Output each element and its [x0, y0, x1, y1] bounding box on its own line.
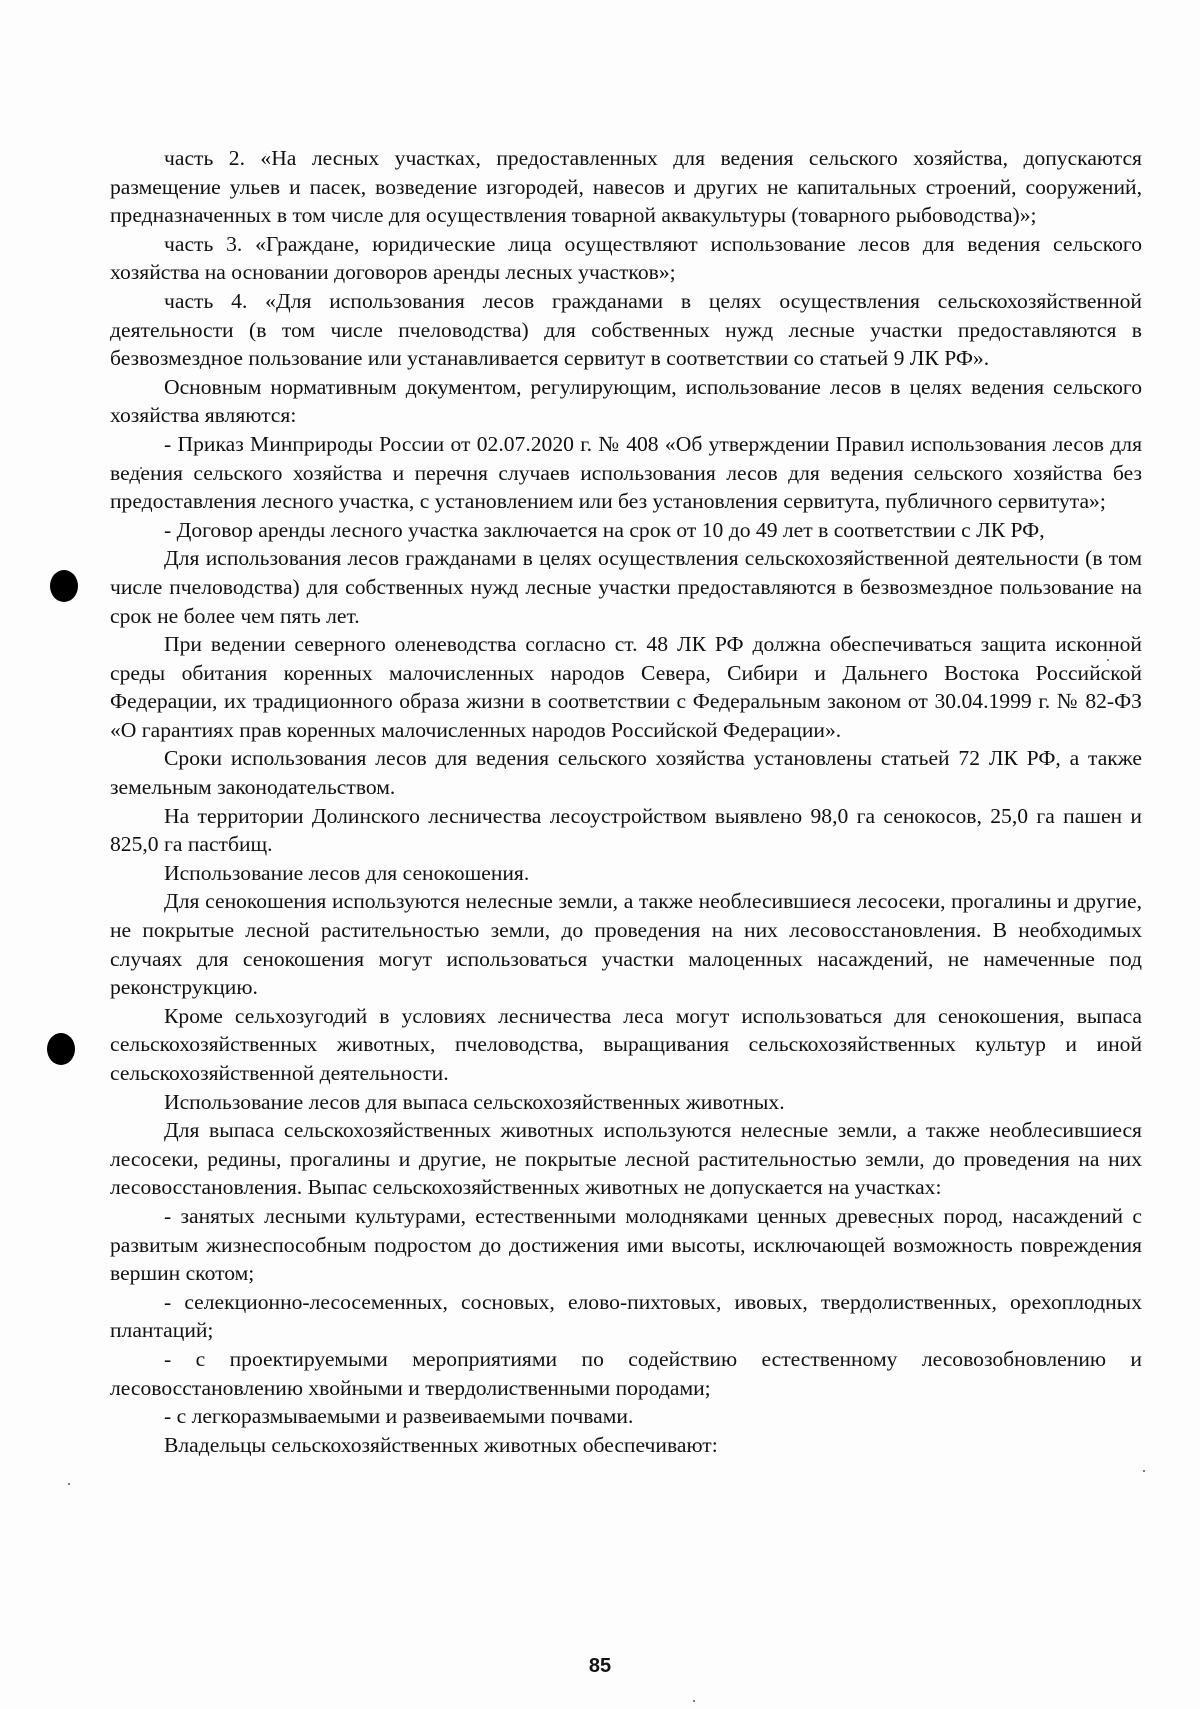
paragraph: Для использования лесов гражданами в целях осуществления сельскохозяйственной деятельности (в том числе пчеловодства) для собственных нужд лесные участки предоставляются в безвозмездное пользование на срок не более чем пять лет. [110, 546, 1142, 628]
scan-speck [693, 1700, 695, 1702]
paragraph: На территории Долинского лесничества лесоустройством выявлено 98,0 га сенокосов, 25,0 га пашен и 825,0 га пастбищ. [110, 803, 1142, 857]
paragraph: - с проектируемыми мероприятиями по содействию естественному лесовозобновлению и лесовосстановлению хвойными и твердолиственными породами; [110, 1346, 1142, 1400]
body-text [110, 144, 1142, 1459]
scan-speck [68, 1483, 70, 1485]
paragraph: Использование лесов для сенокошения. [164, 860, 530, 885]
paragraph: Основным нормативным документом, регулирующим, использование лесов в целях ведения сельского хозяйства являются: [110, 374, 1142, 428]
paragraph: - занятых лесными культурами, естественными молодняками ценных древесных пород, насаждений с развитым жизнеспособным подростом до достижения ими высоты, исключающей возможность повреждения вершин скотом; [110, 1203, 1142, 1286]
paragraph: Владельцы сельскохозяйственных животных обеспечивают: [164, 1432, 718, 1457]
paragraph: часть 2. «На лесных участках, предоставленных для ведения сельского хозяйства, допускаются размещение ульев и пасек, возведение изгородей, навесов и других не капитальных строений, сооружений, предназначенных в том числе для осуществления товарной аквакультуры (товарного рыбоводства)»; [110, 146, 1142, 228]
paragraph: Использование лесов для выпаса сельскохозяйственных животных. [164, 1089, 785, 1114]
paragraph: - Договор аренды лесного участка заключается на срок от 10 до 49 лет в соответствии с ЛК РФ, [164, 517, 1045, 542]
page-number: 85 [588, 1655, 612, 1677]
paragraph: часть 4. «Для использования лесов гражданами в целях осуществления сельскохозяйственной деятельности (в том числе пчеловодства) для собственных нужд лесные участки предоставляются в безвозмездное пользование или устанавливается сервитут в соответствии со статьей 9 ЛК РФ». [110, 288, 1142, 371]
paragraph: часть 3. «Граждане, юридические лица осуществляют использование лесов для ведения сельского хозяйства на основании договоров аренды лесных участков»; [110, 231, 1142, 285]
punch-hole-mark [50, 570, 78, 602]
paragraph: - селекционно-лесосеменных, сосновых, елово-пихтовых, ивовых, твердолиственных, орехоплодных плантаций; [110, 1289, 1142, 1343]
punch-hole-mark [47, 1033, 75, 1065]
scan-speck [1143, 1470, 1145, 1472]
paragraph: При ведении северного оленеводства согласно ст. 48 ЛК РФ должна обеспечиваться защита исконной среды обитания коренных малочисленных народов Севера, Сибири и Дальнего Востока Российской Федерации, их традиционного образа жизни в соответствии с Федеральным законом от 30.04.1999 г. № 82-ФЗ «О гарантиях прав коренных малочисленных народов Российской Федерации». [110, 632, 1142, 742]
paragraph: Кроме сельхозугодий в условиях лесничества леса могут использоваться для сенокошения, выпаса сельскохозяйственных животных, пчеловодства, выращивания сельскохозяйственных культур и иной сельскохозяйственной деятельности. [110, 1003, 1142, 1085]
paragraph: - Приказ Минприроды России от 02.07.2020 г. № 408 «Об утверждении Правил использования лесов для ведения сельского хозяйства и перечня случаев использования лесов для ведения сельского хозяйства без предоставления лесного участка, с установлением или без установления сервитута, публичного сервитута»; [110, 431, 1142, 514]
paragraph: - с легкоразмываемыми и развеиваемыми почвами. [164, 1404, 634, 1429]
paragraph: Для сенокошения используются нелесные земли, а также необлесившиеся лесосеки, прогалины и другие, не покрытые лесной растительностью земли, до проведения на них лесовосстановления. В необходимых случаях для сенокошения могут использоваться участки малоценных насаждений, не намеченные под реконструкцию. [110, 889, 1142, 1000]
paragraph: Для выпаса сельскохозяйственных животных используются нелесные земли, а также необлесившиеся лесосеки, редины, прогалины и другие, не покрытые лесной растительностью земли, до проведения на них лесовосстановления. Выпас сельскохозяйственных животных не допускается на участках: [110, 1118, 1142, 1200]
paragraph: Сроки использования лесов для ведения сельского хозяйства установлены статьей 72 ЛК РФ, а также земельным законодательством. [110, 746, 1142, 800]
